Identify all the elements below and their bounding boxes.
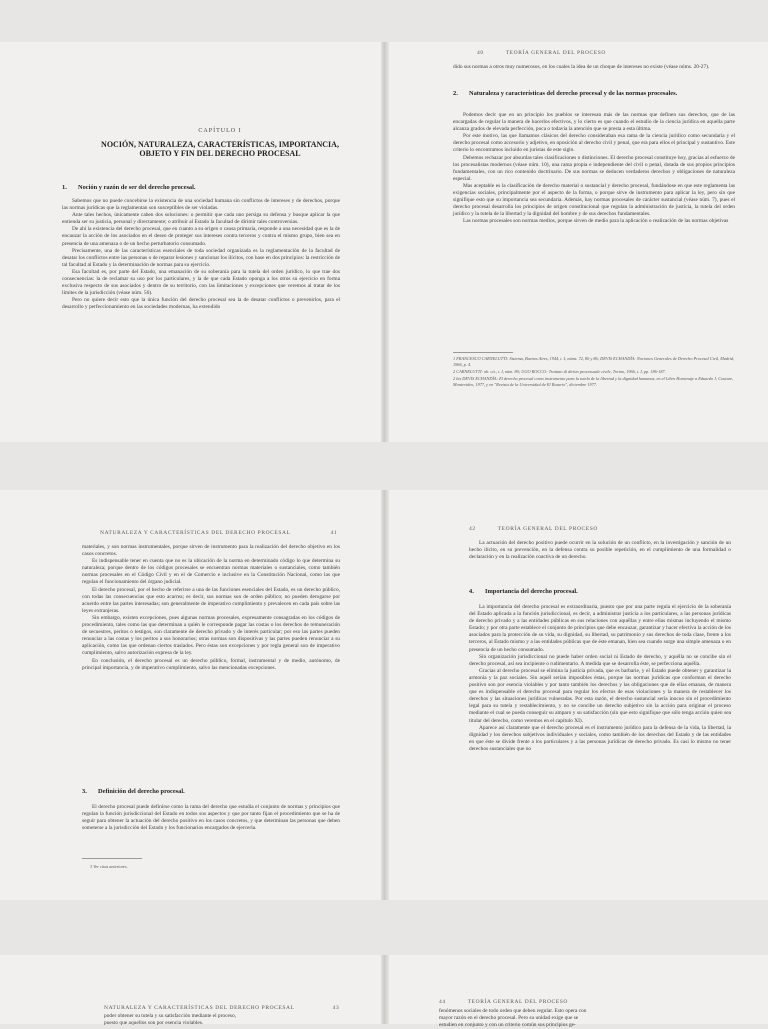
paragraph: Ante tales hechos, únicamente caben dos soluciones: o permitir que cada uno persiga su defensa y busque aplicar la que entienda ser su justicia, personal y directamente; o atribuir al Estado la facultad de dirimir tales controversias. [62, 212, 340, 226]
footnotes [90, 864, 340, 871]
section-title: Noción y razón de ser del derecho procesal. [78, 184, 196, 191]
page-number: 44 [439, 999, 446, 1005]
section-heading-3 [82, 788, 185, 795]
text-line: puesto que aquellos son por esencia violables. [104, 1020, 204, 1027]
section-heading-4 [469, 588, 578, 595]
book-gutter [381, 490, 389, 900]
running-head-title: NATURALEZA Y CARACTERÍSTICAS DEL DERECHO PROCESAL [104, 1005, 295, 1011]
running-head [477, 50, 606, 56]
section-heading-1 [62, 184, 196, 191]
footnotes [453, 356, 735, 389]
footnote: 1 FRANCESCO CARNELUTTI: Sistema, Buenos Aires, 1944, t. I, núms. 72, 80 y 86; DEVIS ECHANDÍA: Nociones Generales de Derecho Procesal Civil, Madrid, 1966, p. 4. [453, 356, 735, 367]
paragraph: Sin embargo, existen excepciones, pues algunas normas procesales, expresamente consagradas en los códigos de procedimiento, tales como las que determinan a quién le corresponde pagar las costas o los derechos de remuneración de secuestres, peritos o testigos, son claramente de derecho privado y de interés particular; por eso las partes pueden renunciar a las costas y los peritos a sus honorarios; otras normas son dispositivas y las partes pueden renunciar a su aplicación, como las que ordenan ciertos traslados. Pero éstas son excepciones y por regla general son de imperativo cumplimiento, salvo autorización expresa de la ley. [82, 614, 340, 657]
running-head-title: NATURALEZA Y CARACTERÍSTICAS DEL DERECHO PROCESAL [100, 530, 291, 536]
page-number: 41 [330, 530, 338, 536]
section-number: 2. [453, 90, 458, 97]
paragraph: Aparece así claramente que el derecho procesal es el instrumento jurídico para la defensa de la vida, la libertad, la dignidad y los derechos subjetivos individuales y sociales, como también de los derechos del Estado y de las entidades en que éste se divide frente a los particulares y a las personas jurídicas de derecho privado. Es casi lo mismo no tener derechos sustanciales que no [469, 724, 731, 752]
page-spread-3 [0, 955, 768, 1029]
paragraph: Mas aceptable es la clasificación de derecho material o sustancial y derecho procesal, fundándose en que este reglamenta las exigencias sociales, principalmente por el aspecto de la forma, o porque sirve de instrumento para aplicar la ley, pero sin que signifique esto que su importancia sea secundaria. Además, hay normas procesales de carácter sustancial (véase núm. 7), pues el derecho procesal desarrolla los principios de origen constitucional que regulan la administración de justicia, la tutela del orden jurídico y la tutela de la libertad y la dignidad del hombre y de sus derechos fundamentales. [453, 182, 735, 218]
body-text [453, 64, 735, 71]
running-head [469, 526, 598, 532]
paragraph: El derecho procesal puede definirse como la rama del derecho que estudia el conjunto de normas y principios que regulan la función jurisdiccional del Estado en todos sus aspectos y que por tanto fijan el procedimiento que se ha de seguir para obtener la actuación del derecho positivo en los casos concretos, y que determinan las personas que deben someterse a la jurisdicción del Estado y los funcionarios encargados de ejercerla. [82, 804, 340, 832]
chapter-title: NOCIÓN, NATURALEZA, CARACTERÍSTICAS, IMPORTANCIA, OBJETO Y FIN DEL DERECHO PROCESAL [101, 140, 339, 159]
paragraph: materiales, y son normas instrumentales, porque sirven de instrumento para la realización del derecho objetivo en los casos concretos. [82, 544, 340, 558]
page-number: 43 [332, 1005, 340, 1011]
section-title: Importancia del derecho procesal. [485, 588, 578, 595]
paragraph: Pero no quiere decir esto que la única función del derecho procesal sea la de desatar conflictos o prevenirlos, para el desarrollo y perfeccionamiento en las sociedades modernas, ha extendido [62, 297, 340, 311]
footnote-rule [453, 352, 513, 353]
footnote: 3 Ver citas anteriores. [90, 864, 128, 869]
paragraph: Es indispensable tener en cuenta que no es la ubicación de la norma en determinado código lo que determina su naturaleza; porque dentro de los códigos procesales se encuentran normas materiales o sustanciales, como también normas procesales en el Código Civil y en el de Comercio e inclusive en la Constitución Nacional, como las que regulan el funcionamiento del órgano judicial. [82, 558, 340, 586]
running-head [439, 999, 568, 1005]
paragraph: La actuación del derecho positivo puede ocurrir en la solución de un conflicto, en la investigación y sanción de un hecho ilícito, en su prevención, en la defensa contra su posible repetición, en el cumplimiento de una formalidad o declaración y en la realización coactiva de un derecho. [469, 540, 731, 561]
body-text [453, 112, 735, 226]
page-number: 40 [477, 50, 484, 56]
page-43 [0, 955, 381, 1027]
footnote: 2 CARNELUTTI: ob. cit., t. I, núm. 80; UGO ROCCO: Trattato di diritto processuale civile, Torino, 1966, t. I, pp. 186-187. [453, 369, 666, 374]
page-42 [389, 490, 768, 900]
paragraph: Gracias al derecho procesal se elimina la justicia privada, que es barbarie, y el Estado puede obtener y garantizar la armonía y la paz sociales. Sin aquél serían imposibles éstas, porque las normas jurídicas que conforman el derecho positivo son por esencia violables y por tanto también los derechos y las obligaciones que de ellas emanan, de manera que es indispensable el derecho procesal para regular los efectos de esas violaciones y la manera de restablecer los derechos y las situaciones jurídicas vulneradas. Por esta razón, el derecho sustancial sería inocuo sin el procedimiento legal para su tutela y restablecimiento, y no se concibe un derecho subjetivo sin la acción para originar el proceso mediante el cual se pueda conseguir su amparo y su satisfacción (sin que esto signifique que sólo tenga acción quien sea titular del derecho, como veremos en el capítulo XI). [469, 667, 731, 724]
paragraph: Podemos decir que en un principio los pueblos se interesan más de las normas que definen sus derechos, que de las encargadas de regular la manera de hacerlos efectivos, y lo cierto es que cuando el estudio de la ciencia jurídica en aquella parte alcanza grados de elevada perfección, poca o todavía la atención que se presta a esta última. [453, 112, 735, 133]
text-line: estudien en conjunto y con un criterio común sus principios ge- [439, 1022, 576, 1029]
page-40 [389, 42, 768, 442]
paragraph: dido sus normas a otros muy numerosos, en los cuales la idea de un choque de intereses no existe (véase núms. 20-27). [453, 64, 710, 70]
running-head [104, 1005, 339, 1011]
section-number: 3. [82, 788, 87, 795]
page-spread-2 [0, 490, 768, 900]
section-number: 4. [469, 588, 474, 595]
chapter-label: CAPÍTULO I [198, 128, 242, 134]
body-text [82, 544, 340, 672]
text-line: fenómenos sociales de todo orden que deben regular. Esto opera con [439, 1008, 587, 1014]
book-gutter [381, 42, 389, 442]
paragraph: El derecho procesal, por el hecho de referirse a una de las funciones esenciales del Estado, es un derecho público, con todas las consecuencias que esto acarrea; es decir, sus normas son de orden público; no pueden derogarse por acuerdo entre las partes interesadas; son generalmente de imperativo cumplimiento y prevalecen en cada país sobre las leyes extranjeras. [82, 586, 340, 614]
body-text [439, 1008, 699, 1029]
paragraph: Debemos rechazar por absurdas tales clasificaciones o distinciones. El derecho procesal constituye hoy, gracias al esfuerzo de los procesalistas modernos (véase núm. 10), una rama propia e independiente del civil o penal, dotada de sus propios principios fundamentales, con un rico contenido doctrinario. De sus normas se deducen verdaderos derechos y obligaciones de naturaleza especial. [453, 154, 735, 182]
page-39 [0, 42, 381, 442]
text-line: poder obtener su tutela y su satisfacción mediante el proceso, [104, 1013, 237, 1019]
section-title: Naturaleza y características del derecho procesal y de las normas procesales. [469, 90, 678, 97]
page-44 [389, 955, 768, 1029]
paragraph: La importancia del derecho procesal es extraordinaria, puesto que por una parte regula el ejercicio de la soberanía del Estado aplicada a la función jurisdiccional, es decir, a administrar justicia a los particulares, a las personas jurídicas de derecho privado y a las entidades públicas en sus relaciones con aquéllas y entre ellas mismas incluyendo el mismo Estado; y por otra parte establece el conjunto de principios que debe encauzar, garantizar y hacer efectiva la acción de los asociados para la protección de su vida, su dignidad, su libertad, su patrimonio y sus derechos de toda clase, frente a los terceros, al Estado mismo y a las entidades públicas que de éste emanan, bien sea cuando surge una simple amenaza o en presencia de un hecho consumado. [469, 604, 731, 653]
paragraph: Por este motivo, las que llamamos clásicos del derecho consideraban esa rama de la ciencia jurídico como secundaria y el derecho procesal como accesorio y adjetivo, en oposición al derecho civil y penal, que era para ellos el principal y sustantivo. Este criterio lo encontramos incluido en juristas de este siglo. [453, 133, 735, 154]
book-gutter [381, 955, 389, 1024]
body-text [469, 604, 731, 753]
body-text [469, 540, 731, 561]
running-head [100, 530, 337, 536]
paragraph: En conclusión, el derecho procesal es un derecho público, formal, instrumental y de medio, autónomo, de principal importancia, y de imperativo cumplimiento, salvo las mencionadas excepciones. [82, 657, 340, 671]
paragraph: De ahí la existencia del derecho procesal, que en cuanto a su origen o causa primaria, responde a una necesidad que es la de encauzar la acción de los asociados en el deseo de proteger sus intereses contra terceros y contra el mismo grupo, bien sea en presencia de una amenaza o de un hecho perturbatorio consumado. [62, 226, 340, 247]
paragraph: Sabemos que no puede concebirse la existencia de una sociedad humana sin conflictos de intereses y de derechos, porque las normas jurídicas que la reglamentan son susceptibles de ser violadas. [62, 198, 340, 212]
running-head-title: TEORÍA GENERAL DEL PROCESO [497, 526, 598, 532]
running-head-title: TEORÍA GENERAL DEL PROCESO [505, 50, 606, 56]
paragraph: Precisamente, una de las características esenciales de toda sociedad organizada es la reglamentación de la facultad de desatar los conflictos entre las personas o de reparar lesiones y sancionar los ilícitos, con base en dos principios: la restricción de tal facultad al Estado y la determinación de normas para su ejercicio. [62, 247, 340, 268]
body-text [104, 1013, 344, 1027]
text-line: mayor razón en el derecho procesal. Pero su unidad exige que se [439, 1015, 579, 1022]
paragraph: Esa facultad es, por parte del Estado, una emanación de su soberanía para la tutela del orden jurídico, lo que trae dos consecuencias: la de reclamar su uso por los particulares, y la de que cada Estado oponga a los otros su ejercicio en forma exclusiva respecto de sus asociados y dentro de su territorio, con las limitaciones y excepciones que veremos al tratar de los límites de la jurisdicción (véase núm. 56). [62, 268, 340, 297]
section-heading-2 [453, 90, 733, 98]
paragraph: Sin organización jurisdiccional no puede haber orden social ni Estado de derecho, y aquélla no se concibe sin el derecho procesal, así sea incipiente o rudimentario. A medida que se desarrolla éste, se perfecciona aquélla. [469, 653, 731, 667]
footnote: 2 bis DEVIS ECHANDÍA: El derecho procesal como instrumento para la tutela de la libertad y la dignidad humanas, en el Libro Homenaje a Eduardo J. Couture, Montevideo, 1977, y en "Revista de la Universidad de El Rosario", diciembre 1977. [453, 376, 734, 387]
paragraph: Las normas procesales son normas medios, porque sirven de medio para la aplicación o realización de las normas objetivas [463, 218, 729, 225]
footnote-rule [82, 858, 142, 859]
section-title: Definición del derecho procesal. [98, 788, 185, 795]
body-text [82, 804, 340, 832]
page-number: 42 [469, 526, 476, 532]
page-41 [0, 490, 381, 900]
section-number: 1. [62, 184, 67, 191]
page-spread-1 [0, 42, 768, 442]
running-head-title: TEORÍA GENERAL DEL PROCESO [467, 999, 568, 1005]
body-text [62, 198, 340, 312]
